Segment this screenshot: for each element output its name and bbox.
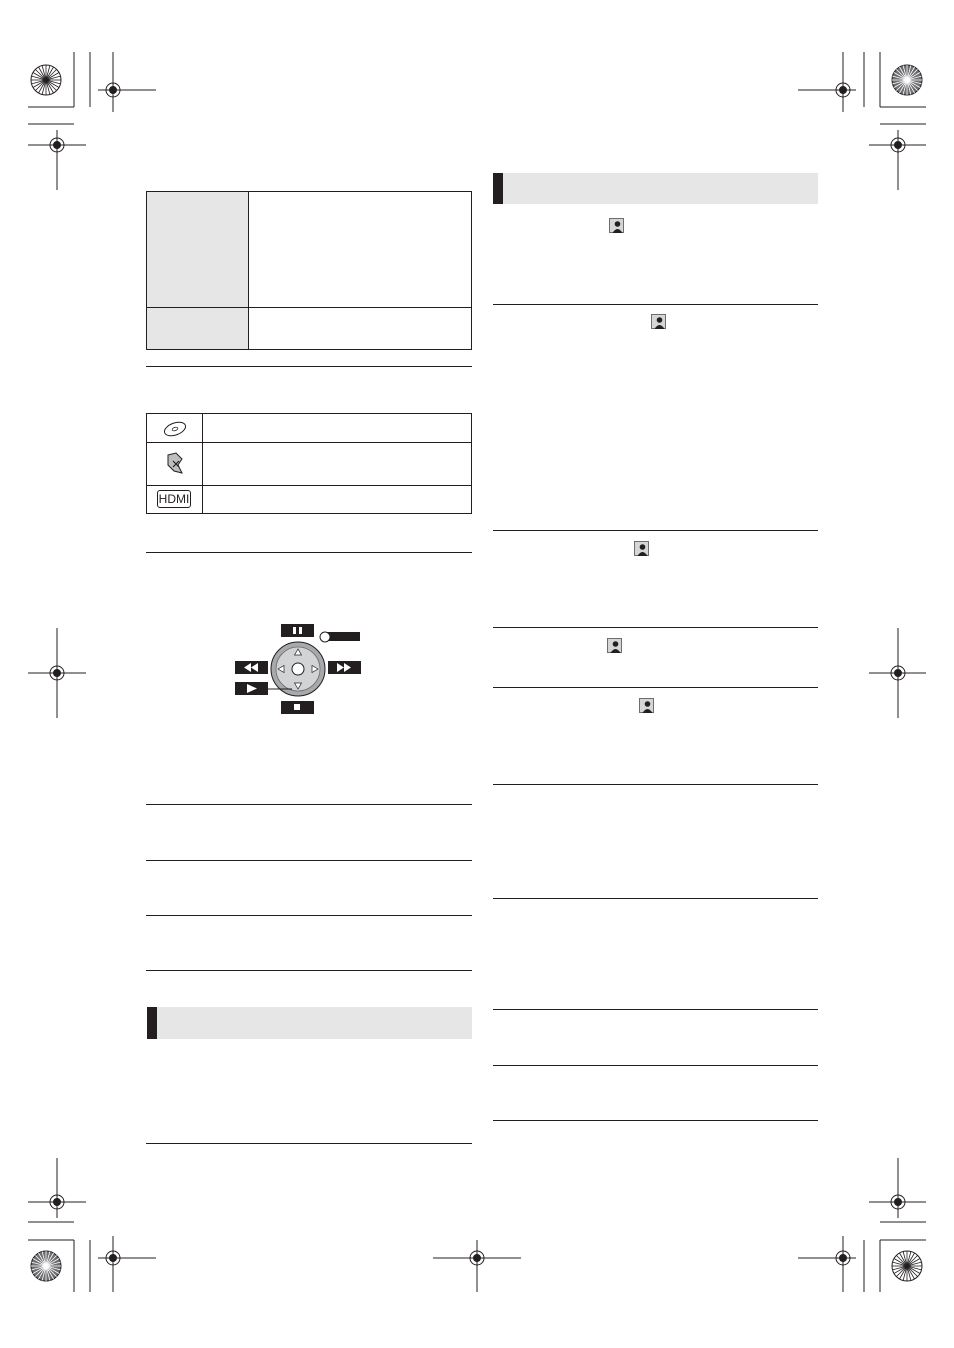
- rule-right-6: [493, 898, 818, 899]
- disc-icon: [163, 420, 187, 438]
- person-icon-3: [634, 541, 649, 556]
- top-table-value-cell-1: [249, 192, 471, 308]
- rule-left-3: [146, 804, 472, 805]
- person-icon-2: [651, 314, 666, 329]
- top-table-value-cell-2: [249, 308, 471, 349]
- hdmi-icon-label: HDMI: [158, 492, 190, 506]
- rule-left-2: [146, 552, 472, 553]
- rule-left-7: [146, 1143, 472, 1144]
- person-icon-1: [609, 218, 624, 233]
- ok-button: [292, 663, 304, 675]
- top-table: [146, 191, 472, 350]
- rule-right-2: [493, 530, 818, 531]
- section-header-right-marker: [493, 173, 503, 204]
- section-header-left: [147, 1007, 472, 1039]
- icon-table: [146, 413, 472, 514]
- icon-table-col-divider: [202, 414, 203, 513]
- pause-button: [281, 624, 314, 637]
- section-header-right: [493, 173, 818, 204]
- rule-right-7: [493, 1009, 818, 1010]
- rule-left-1: [146, 366, 472, 367]
- rule-right-4: [493, 687, 818, 688]
- rule-right-9: [493, 1120, 818, 1121]
- top-table-label-cell-2: [147, 308, 249, 349]
- icon-table-row-divider-1: [147, 442, 471, 443]
- person-icon-4: [607, 638, 622, 653]
- section-header-left-marker: [147, 1007, 157, 1039]
- rule-right-8: [493, 1065, 818, 1066]
- rule-right-5: [493, 784, 818, 785]
- network-icon: [164, 451, 186, 477]
- rule-left-6: [146, 970, 472, 971]
- rule-left-5: [146, 915, 472, 916]
- hdmi-icon: [157, 490, 191, 508]
- rule-left-4: [146, 860, 472, 861]
- remote-navigation-diagram: [232, 620, 372, 720]
- rule-right-3: [493, 627, 818, 628]
- rule-right-1: [493, 304, 818, 305]
- icon-table-row-divider-2: [147, 485, 471, 486]
- person-icon-5: [639, 698, 654, 713]
- top-table-label-cell-1: [147, 192, 249, 308]
